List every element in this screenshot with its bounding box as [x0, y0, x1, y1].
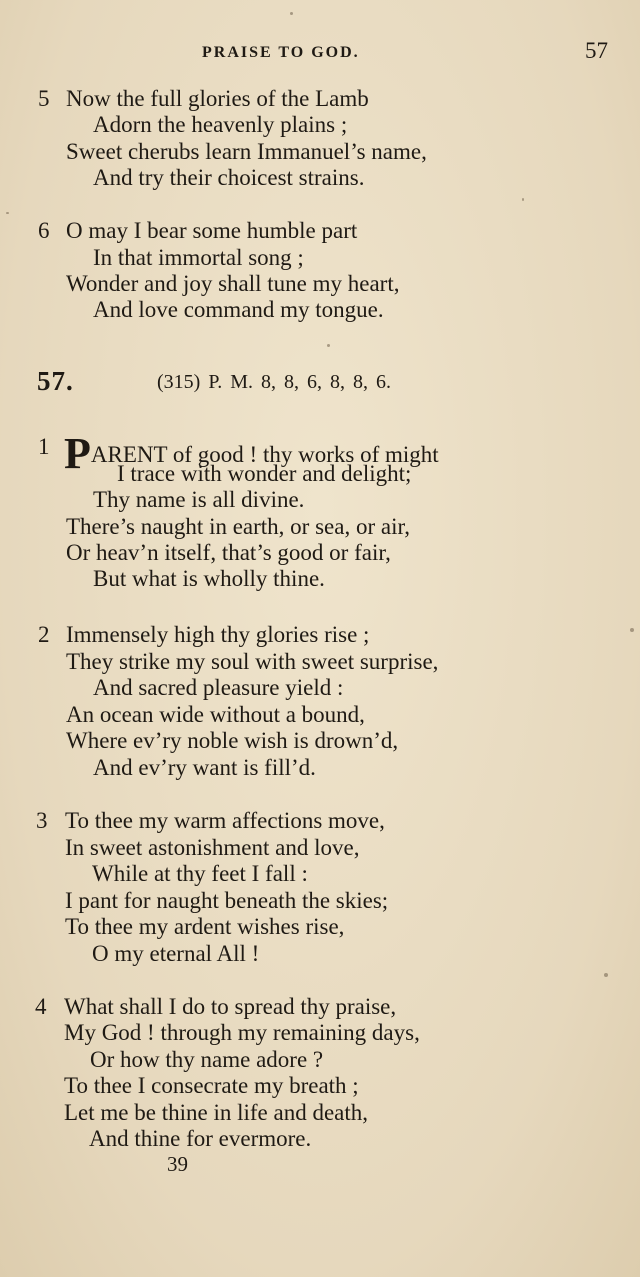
- verse-line-text: ARENT of good ! thy works of might: [90, 442, 439, 467]
- stanza-number: 5: [38, 86, 50, 111]
- verse-line: In that immortal song ;: [93, 245, 304, 270]
- paper-speck: [630, 628, 634, 632]
- verse-line: I pant for naught beneath the skies;: [65, 888, 389, 913]
- verse-line: An ocean wide without a bound,: [66, 702, 365, 727]
- verse-line: To thee my ardent wishes rise,: [65, 914, 345, 939]
- verse-line: I trace with wonder and delight;: [117, 461, 412, 486]
- verse-line: To thee my warm affections move,: [65, 808, 385, 833]
- signature-mark: 39: [167, 1152, 188, 1176]
- verse-line: They strike my soul with sweet surprise,: [66, 649, 439, 674]
- verse-line: And thine for evermore.: [89, 1126, 312, 1151]
- verse-line: While at thy feet I fall :: [92, 861, 308, 886]
- verse-line: Where ev’ry noble wish is drown’d,: [66, 728, 399, 753]
- verse-line: Or heav’n itself, that’s good or fair,: [66, 540, 391, 565]
- paper-speck: [604, 973, 608, 977]
- verse-line: Now the full glories of the Lamb: [66, 86, 369, 111]
- verse-line: Let me be thine in life and death,: [64, 1100, 368, 1125]
- paper-speck: [6, 212, 9, 214]
- stanza-number: 1: [38, 434, 50, 459]
- drop-cap: P: [64, 429, 91, 478]
- stanza-number: 6: [38, 218, 50, 243]
- verse-line: O my eternal All !: [92, 941, 260, 966]
- paper-speck: [327, 344, 330, 347]
- paper-speck: [522, 198, 524, 201]
- verse-line: Thy name is all divine.: [93, 487, 305, 512]
- hymn-number: 57.: [37, 366, 74, 396]
- verse-line: What shall I do to spread thy praise,: [64, 994, 397, 1019]
- verse-line: Adorn the heavenly plains ;: [93, 112, 348, 137]
- verse-line: And love command my tongue.: [93, 297, 384, 322]
- verse-line: And ev’ry want is fill’d.: [93, 755, 316, 780]
- stanza-number: 2: [38, 622, 50, 647]
- stanza-number: 3: [36, 808, 48, 833]
- stanza-number: 4: [35, 994, 47, 1019]
- verse-line: But what is wholly thine.: [93, 566, 325, 591]
- verse-line: Wonder and joy shall tune my heart,: [66, 271, 400, 296]
- paper-speck: [290, 12, 293, 15]
- verse-line: To thee I consecrate my breath ;: [64, 1073, 359, 1098]
- page-number: 57: [585, 38, 608, 63]
- verse-line: O may I bear some humble part: [66, 218, 358, 243]
- verse-line: Sweet cherubs learn Immanuel’s name,: [66, 139, 427, 164]
- verse-line: Immensely high thy glories rise ;: [66, 622, 370, 647]
- verse-line: There’s naught in earth, or sea, or air,: [66, 514, 410, 539]
- verse-line: My God ! through my remaining days,: [64, 1020, 420, 1045]
- verse-line: Or how thy name adore ?: [90, 1047, 324, 1072]
- verse-line: And try their choicest strains.: [93, 165, 365, 190]
- verse-line: And sacred pleasure yield :: [93, 675, 344, 700]
- running-header: PRAISE TO GOD.: [202, 44, 360, 61]
- verse-line: In sweet astonishment and love,: [65, 835, 360, 860]
- hymn-meter: (315) P. M. 8, 8, 6, 8, 8, 6.: [157, 371, 392, 393]
